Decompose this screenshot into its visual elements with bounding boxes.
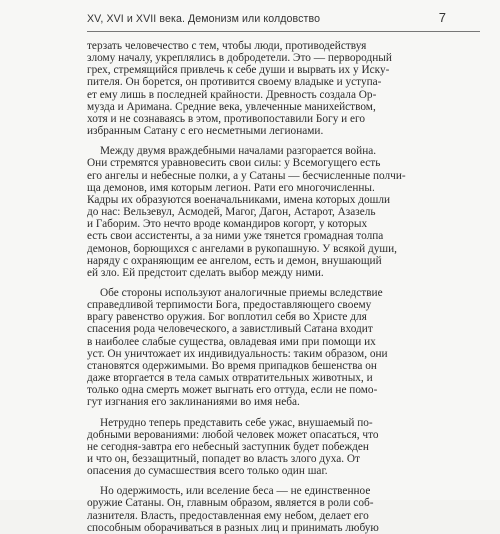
text-line: справедливой терпимости Бога, предоставляющего своему [87, 299, 372, 312]
text-line: Нетрудно теперь представить себе ужас, внушаемый по- [100, 416, 373, 429]
text-line: даже вторгается в тела самых отвратительных животных, и [87, 372, 373, 385]
header-rule [87, 31, 480, 32]
text-line: демонов, борющихся с ангелами в рукопашную. У всякой души, [87, 242, 397, 255]
text-line: Они стремятся уравновесить свои силы: у Всемогущего есть [87, 157, 381, 170]
text-line: музда и Аримана. Средние века, увлеченные манихейством, [87, 100, 376, 113]
page-header [87, 10, 446, 25]
running-head: XV, XVI и XVII века. Демонизм или колдовство [87, 13, 321, 25]
text-line: избранным Сатану с его несметными легионами. [87, 125, 324, 138]
text-line: спасения рода человеческого, а завистливый Сатана входит [87, 323, 373, 336]
text-line: хотя и не сознаваясь в этом, противопоставили Богу и его [87, 112, 366, 125]
text-line: Обе стороны используют аналогичные приемы вследствие [100, 286, 383, 299]
paragraph-2 [87, 145, 463, 279]
text-line: Между двумя враждебными началами разгорается война. [100, 145, 377, 158]
body-text [87, 40, 463, 534]
text-line: наряду с охраняющим ее ангелом, есть и демон, внушающий [87, 254, 382, 267]
text-line: и что он, беззащитный, попадет во власть злого духа. От [87, 453, 360, 465]
text-line: Кадры их образуются военачальниками, имена которых дошли [87, 193, 391, 206]
text-line: пителя. Он борется, он противится своему владыке и уступа- [87, 76, 382, 89]
text-line: терзать человечество с тем, чтобы люди, противодействуя [87, 40, 367, 52]
text-line: уст. Он уничтожает их индивидуальность: таким образом, они [87, 347, 388, 360]
text-line: лазнителя. Власть, предоставленная ему небом, делает его [87, 509, 369, 522]
text-line: ет ему лишь в последней крайности. Древность создала Ор- [87, 88, 377, 101]
text-line: ща демонов, имя которым легион. Рати его многочисленны. [87, 181, 375, 194]
text-line: оружие Сатаны. Он, главным образом, является в роли соб- [87, 497, 374, 510]
text-line: до нас: Вельзевул, Асмодей, Магог, Дагон, Астарот, Азазель [87, 206, 376, 219]
text-line: врагу равенство оружия. Бог воплотил себя во Христе для [87, 311, 367, 324]
text-line: грех, стремящийся привлечь к себе души и вырвать их у Иску- [87, 64, 390, 77]
paragraph-1 [87, 40, 463, 137]
paragraph-3 [87, 287, 463, 409]
text-line: есть свои ассистенты, а за ними уже тянется громадная толпа [87, 230, 384, 243]
text-line: опасения до сумасшествия всего только один шаг. [87, 465, 328, 478]
paragraph-5 [87, 485, 463, 534]
text-line: его ангелы и небесные полки, а у Сатаны — бесчисленные полчи- [87, 169, 406, 182]
text-line: и Габорим. Это нечто вроде командиров когорт, у которых [87, 218, 368, 231]
text-line: способным оборачиваться в разных лиц и принимать любую [87, 521, 379, 534]
text-line: гут изгнания его заклинаниями во имя неба. [87, 396, 300, 409]
page-number: 7 [438, 10, 446, 25]
text-line: добными верованиями: любой человек может опасаться, что [87, 428, 379, 441]
text-line: только одна смерть может выгнать его оттуда, если не помо- [87, 384, 378, 397]
text-line: злому началу, укреплялись в добродетели. Это — первородный [87, 52, 392, 65]
text-line: не сегодня-завтра его небесный заступник будет побежден [87, 440, 369, 453]
text-line: становятся одержимыми. Во время припадков бешенства он [87, 359, 377, 372]
text-line: ей зло. Ей предстоит сделать выбор между ними. [87, 266, 324, 279]
text-line: Но одержимость, или вселение беса — не единственное [100, 485, 371, 498]
paragraph-4 [87, 417, 463, 478]
text-line: в наиболее слабые существа, овладевая ими при помощи их [87, 335, 376, 348]
